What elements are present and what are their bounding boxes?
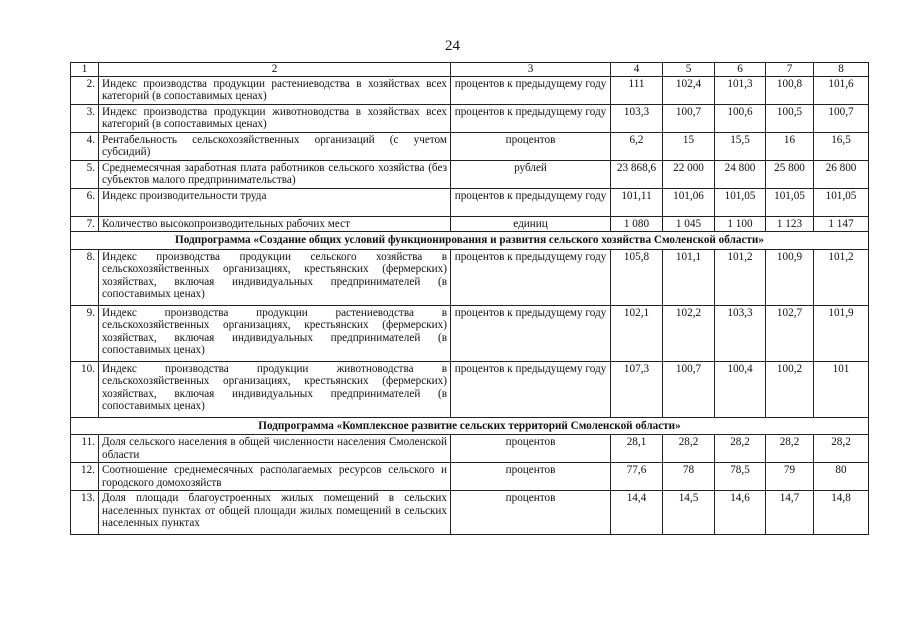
- unit-cell: единиц: [451, 216, 611, 232]
- value-cell: 15,5: [715, 132, 766, 160]
- header-cell: 2: [99, 63, 451, 77]
- value-cell: 78,5: [715, 463, 766, 491]
- unit-cell: процентов: [451, 491, 611, 535]
- unit-cell: процентов к предыдущему году: [451, 188, 611, 216]
- value-cell: 100,7: [814, 104, 869, 132]
- indicator-name: Индекс производства продукции растениеводства в хозяйствах всех категорий (в сопоставимых ценах): [99, 76, 451, 104]
- value-cell: 101,3: [715, 76, 766, 104]
- unit-cell: процентов: [451, 463, 611, 491]
- value-cell: 28,2: [766, 435, 814, 463]
- row-number: 7.: [71, 216, 99, 232]
- value-cell: 28,2: [814, 435, 869, 463]
- value-cell: 101,05: [715, 188, 766, 216]
- unit-cell: процентов к предыдущему году: [451, 249, 611, 305]
- indicator-name: Индекс производства продукции сельского хозяйства в сельскохозяйственных организациях, крестьянских (фермерских) хозяйствах, включая индивидуальных предпринимателей (в сопоставимых ценах): [99, 249, 451, 305]
- table-row: [71, 104, 869, 132]
- row-number: 6.: [71, 188, 99, 216]
- value-cell: 16: [766, 132, 814, 160]
- value-cell: 100,7: [663, 361, 715, 417]
- indicator-name: Доля площади благоустроенных жилых помещений в сельских населенных пунктах от общей площади жилых помещений в сельских населенных пунктах: [99, 491, 451, 535]
- row-number: 13.: [71, 491, 99, 535]
- value-cell: 101,2: [814, 249, 869, 305]
- row-number: 9.: [71, 305, 99, 361]
- value-cell: 100,2: [766, 361, 814, 417]
- section-row: [71, 232, 869, 250]
- value-cell: 14,8: [814, 491, 869, 535]
- section-title: Подпрограмма «Комплексное развитие сельских территорий Смоленской области»: [71, 417, 869, 435]
- indicator-name: Рентабельность сельскохозяйственных организаций (с учетом субсидий): [99, 132, 451, 160]
- value-cell: 101: [814, 361, 869, 417]
- value-cell: 103,3: [611, 104, 663, 132]
- value-cell: 100,8: [766, 76, 814, 104]
- value-cell: 100,6: [715, 104, 766, 132]
- row-number: 2.: [71, 76, 99, 104]
- row-number: 4.: [71, 132, 99, 160]
- header-cell: 5: [663, 63, 715, 77]
- row-number: 11.: [71, 435, 99, 463]
- indicators-table: [70, 62, 869, 535]
- unit-cell: процентов к предыдущему году: [451, 361, 611, 417]
- value-cell: 105,8: [611, 249, 663, 305]
- value-cell: 78: [663, 463, 715, 491]
- value-cell: 100,9: [766, 249, 814, 305]
- row-number: 8.: [71, 249, 99, 305]
- table-row: [71, 305, 869, 361]
- value-cell: 103,3: [715, 305, 766, 361]
- value-cell: 15: [663, 132, 715, 160]
- table-row: [71, 132, 869, 160]
- value-cell: 14,4: [611, 491, 663, 535]
- table-row: [71, 463, 869, 491]
- value-cell: 28,2: [715, 435, 766, 463]
- table-row: [71, 216, 869, 232]
- unit-cell: рублей: [451, 160, 611, 188]
- indicator-name: Индекс производства продукции животноводства в сельскохозяйственных организациях, крестьянских (фермерских) хозяйствах, включая индивидуальных предпринимателей (в сопоставимых ценах): [99, 361, 451, 417]
- value-cell: 101,11: [611, 188, 663, 216]
- header-row: [71, 63, 869, 77]
- value-cell: 101,06: [663, 188, 715, 216]
- header-cell: 6: [715, 63, 766, 77]
- row-number: 3.: [71, 104, 99, 132]
- value-cell: 102,1: [611, 305, 663, 361]
- table-row: [71, 249, 869, 305]
- value-cell: 23 868,6: [611, 160, 663, 188]
- header-cell: 1: [71, 63, 99, 77]
- value-cell: 80: [814, 463, 869, 491]
- indicator-name: Индекс производительности труда: [99, 188, 451, 216]
- value-cell: 16,5: [814, 132, 869, 160]
- value-cell: 100,5: [766, 104, 814, 132]
- row-number: 5.: [71, 160, 99, 188]
- row-number: 12.: [71, 463, 99, 491]
- table-row: [71, 491, 869, 535]
- unit-cell: процентов: [451, 435, 611, 463]
- value-cell: 14,5: [663, 491, 715, 535]
- value-cell: 107,3: [611, 361, 663, 417]
- header-cell: 3: [451, 63, 611, 77]
- value-cell: 24 800: [715, 160, 766, 188]
- value-cell: 14,6: [715, 491, 766, 535]
- table-row: [71, 361, 869, 417]
- value-cell: 22 000: [663, 160, 715, 188]
- value-cell: 100,4: [715, 361, 766, 417]
- value-cell: 100,7: [663, 104, 715, 132]
- row-number: 10.: [71, 361, 99, 417]
- indicator-name: Индекс производства продукции растениеводства в сельскохозяйственных организациях, крестьянских (фермерских) хозяйствах, включая индивидуальных предпринимателей (в сопоставимых ценах): [99, 305, 451, 361]
- page-number: 24: [445, 38, 460, 54]
- value-cell: 14,7: [766, 491, 814, 535]
- value-cell: 101,05: [766, 188, 814, 216]
- indicator-name: Индекс производства продукции животноводства в хозяйствах всех категорий (в сопоставимых ценах): [99, 104, 451, 132]
- table-row: [71, 76, 869, 104]
- section-title: Подпрограмма «Создание общих условий функционирования и развития сельского хозяйства Смоленской области»: [71, 232, 869, 250]
- value-cell: 102,2: [663, 305, 715, 361]
- value-cell: 1 045: [663, 216, 715, 232]
- unit-cell: процентов к предыдущему году: [451, 76, 611, 104]
- table-row: [71, 435, 869, 463]
- value-cell: 1 080: [611, 216, 663, 232]
- indicator-name: Соотношение среднемесячных располагаемых ресурсов сельского и городского домохозяйств: [99, 463, 451, 491]
- value-cell: 26 800: [814, 160, 869, 188]
- unit-cell: процентов к предыдущему году: [451, 104, 611, 132]
- value-cell: 101,05: [814, 188, 869, 216]
- value-cell: 101,6: [814, 76, 869, 104]
- value-cell: 1 100: [715, 216, 766, 232]
- indicator-name: Среднемесячная заработная плата работников сельского хозяйства (без субъектов малого предпринимательства): [99, 160, 451, 188]
- value-cell: 101,2: [715, 249, 766, 305]
- header-cell: 4: [611, 63, 663, 77]
- value-cell: 111: [611, 76, 663, 104]
- indicator-name: Количество высокопроизводительных рабочих мест: [99, 216, 451, 232]
- value-cell: 79: [766, 463, 814, 491]
- section-row: [71, 417, 869, 435]
- table-row: [71, 160, 869, 188]
- value-cell: 77,6: [611, 463, 663, 491]
- value-cell: 25 800: [766, 160, 814, 188]
- header-cell: 8: [814, 63, 869, 77]
- header-cell: 7: [766, 63, 814, 77]
- table-row: [71, 188, 869, 216]
- value-cell: 28,2: [663, 435, 715, 463]
- value-cell: 1 147: [814, 216, 869, 232]
- unit-cell: процентов к предыдущему году: [451, 305, 611, 361]
- value-cell: 1 123: [766, 216, 814, 232]
- unit-cell: процентов: [451, 132, 611, 160]
- indicator-name: Доля сельского населения в общей численности населения Смоленской области: [99, 435, 451, 463]
- value-cell: 6,2: [611, 132, 663, 160]
- value-cell: 28,1: [611, 435, 663, 463]
- value-cell: 102,7: [766, 305, 814, 361]
- value-cell: 102,4: [663, 76, 715, 104]
- value-cell: 101,1: [663, 249, 715, 305]
- value-cell: 101,9: [814, 305, 869, 361]
